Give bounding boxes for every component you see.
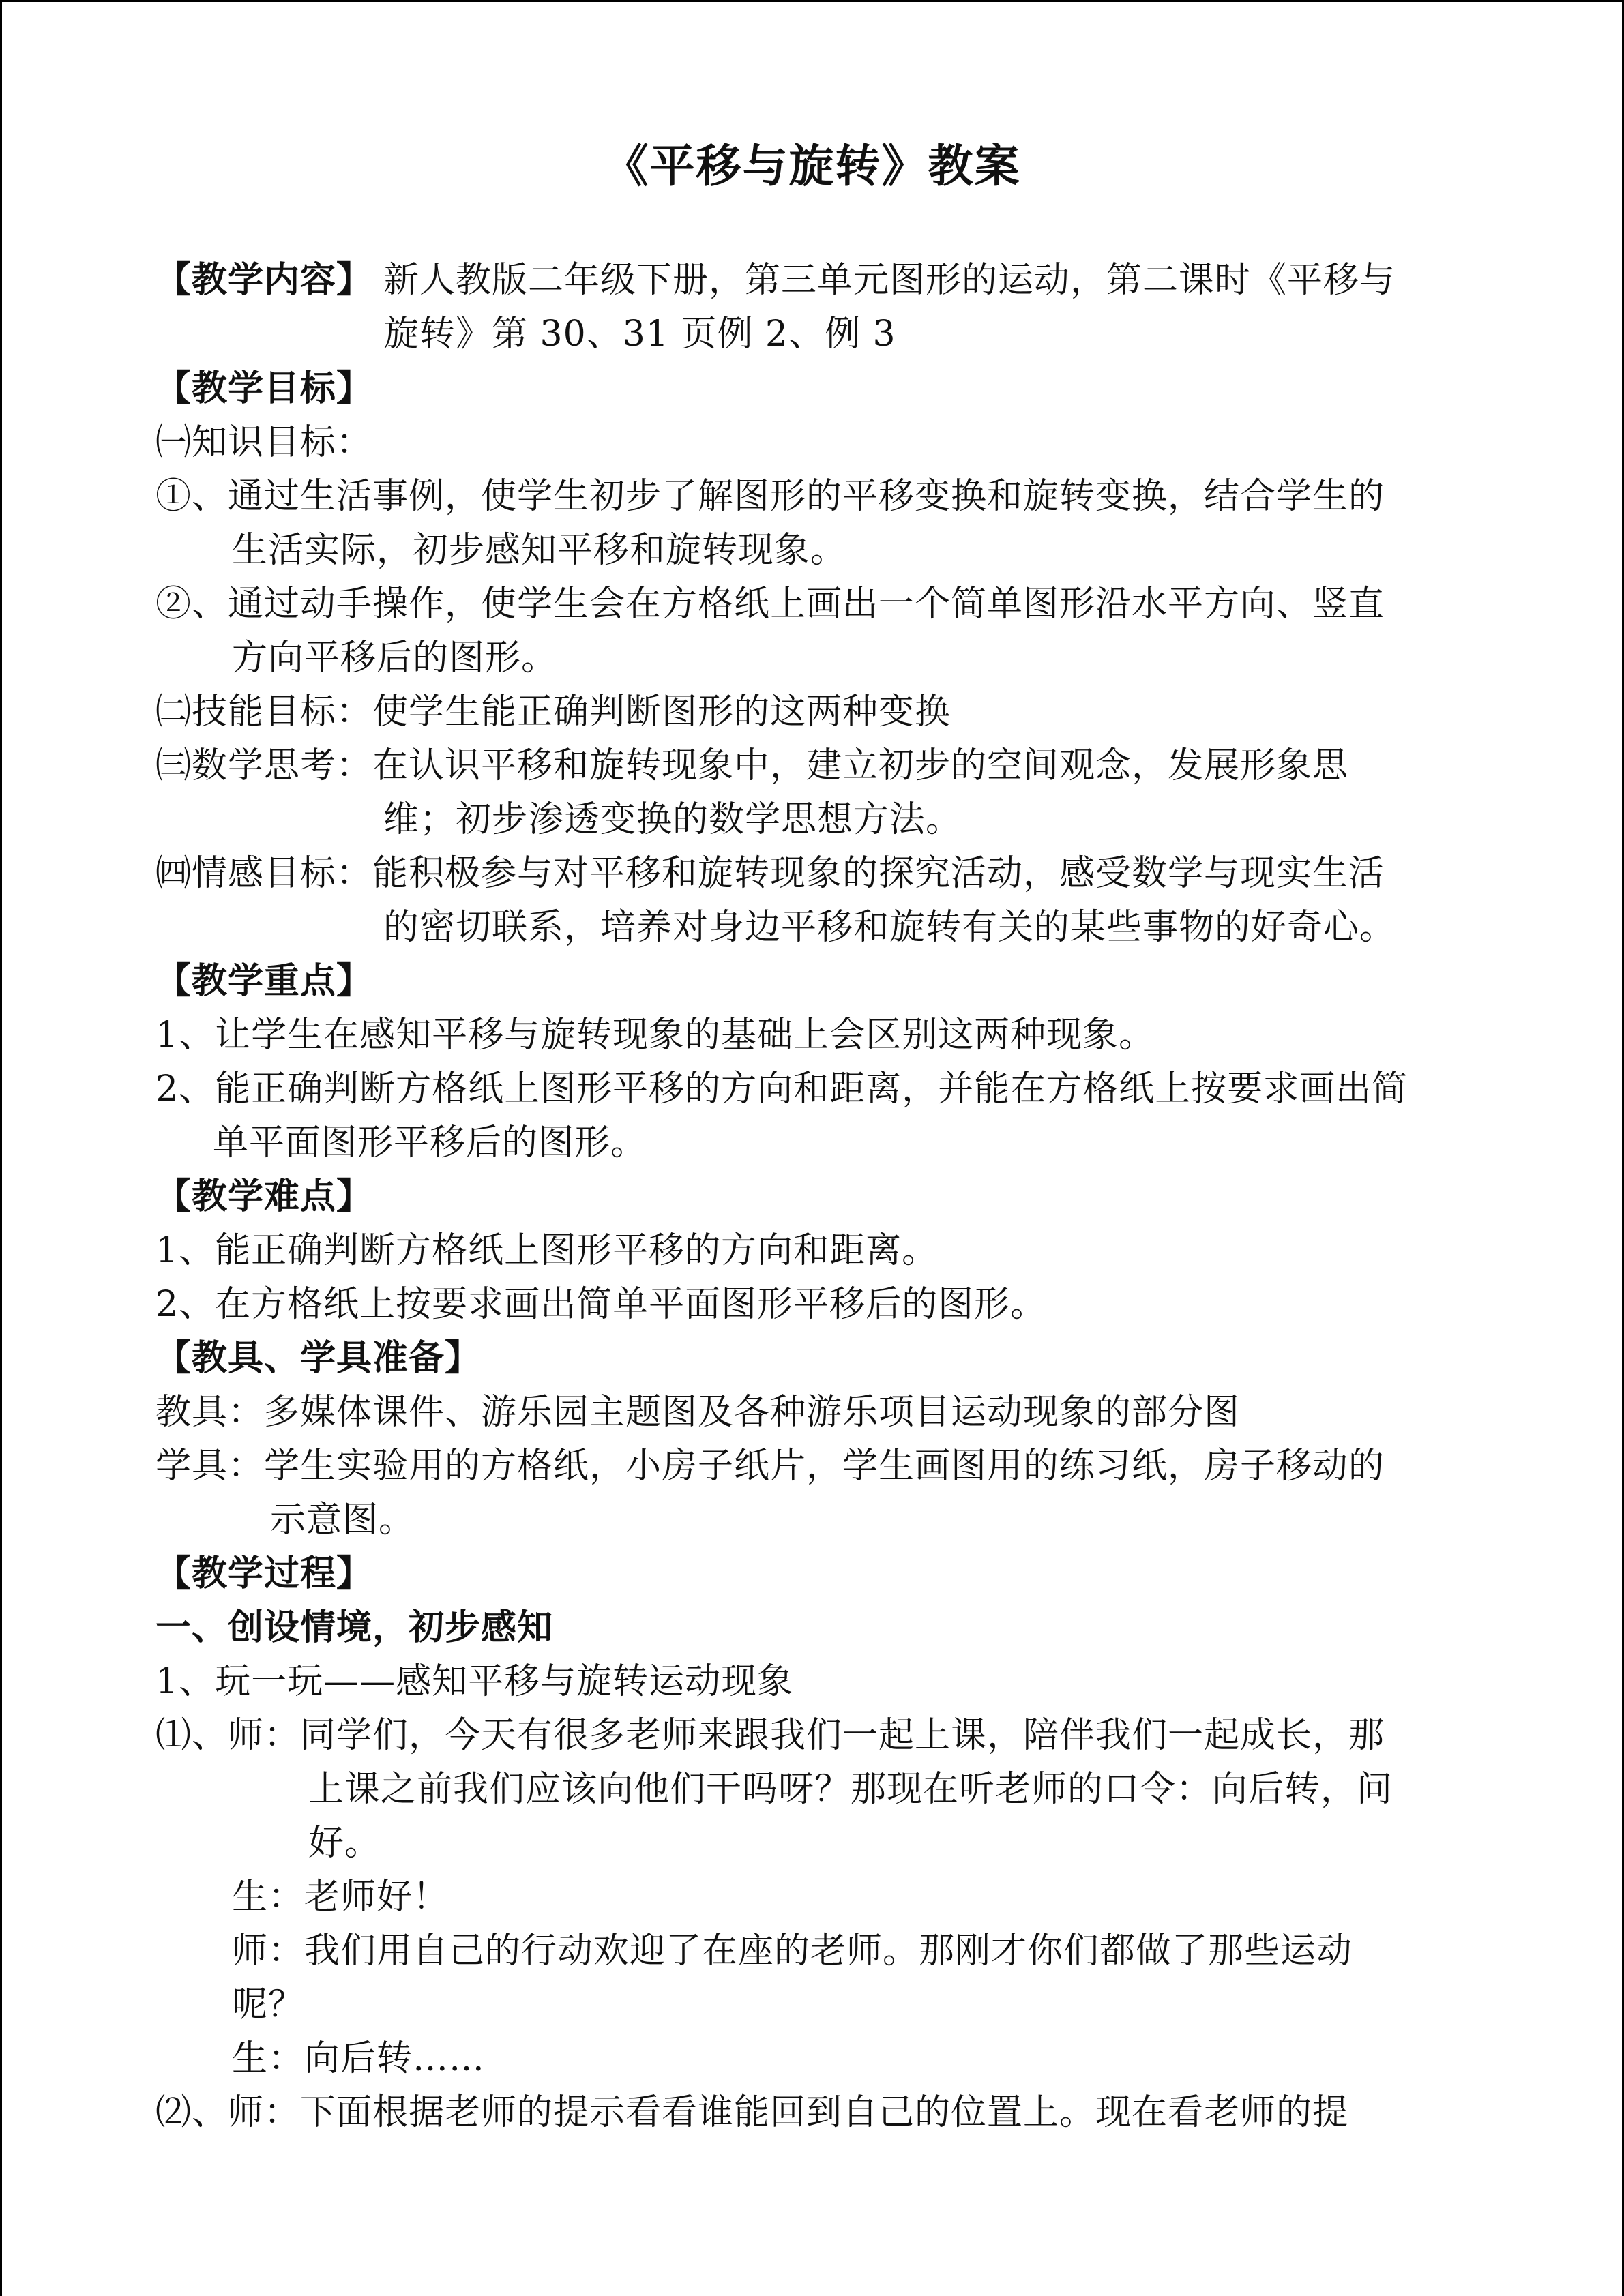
emotion-goal-line1: ㈣情感目标：能积极参与对平移和旋转现象的探究活动，感受数学与现实生活	[156, 853, 1385, 894]
math-thinking-goal-line2: 维；初步渗透变换的数学思想方法。	[383, 799, 962, 840]
goals-heading: 【教学目标】	[156, 368, 373, 409]
dialog-student-3: 生：向后转……	[232, 2038, 486, 2079]
knowledge-goal-label: ㈠知识目标：	[156, 422, 373, 463]
difficulty-1: 1、能正确判断方格纸上图形平移的方向和距离。	[156, 1230, 939, 1271]
step-1a-line2: 上课之前我们应该向他们干吗呀？那现在听老师的口令：向后转，问	[308, 1769, 1393, 1810]
process-heading: 【教学过程】	[156, 1553, 373, 1594]
teacher-tools: 教具：多媒体课件、游乐园主题图及各种游乐项目运动现象的部分图	[156, 1392, 1241, 1433]
tools-heading: 【教具、学具准备】	[156, 1338, 482, 1379]
knowledge-goal-item2-line1: ②、通过动手操作，使学生会在方格纸上画出一个简单图形沿水平方向、竖直	[156, 584, 1385, 625]
keypoint-2-line1: 2、能正确判断方格纸上图形平移的方向和距离，并能在方格纸上按要求画出简	[156, 1069, 1408, 1109]
knowledge-goal-item1-line2: 生活实际，初步感知平移和旋转现象。	[232, 530, 847, 571]
dialog-teacher-2-line1: 师：我们用自己的行动欢迎了在座的老师。那刚才你们都做了那些运动	[232, 1930, 1353, 1971]
dialog-student-1: 生：老师好！	[232, 1877, 449, 1918]
step-1a-line1: ⑴、师：同学们，今天有很多老师来跟我们一起上课，陪伴我们一起成长，那	[156, 1715, 1385, 1756]
step-1-title: 1、玩一玩——感知平移与旋转运动现象	[156, 1661, 794, 1702]
keypoint-2-line2: 单平面图形平移后的图形。	[213, 1122, 647, 1163]
difficulties-heading: 【教学难点】	[156, 1176, 373, 1217]
content-text-line1: 新人教版二年级下册，第三单元图形的运动，第二课时《平移与	[383, 260, 1396, 301]
step-1a-line3: 好。	[308, 1823, 381, 1864]
math-thinking-goal-line1: ㈢数学思考：在认识平移和旋转现象中，建立初步的空间观念，发展形象思	[156, 745, 1349, 786]
emotion-goal-line2: 的密切联系，培养对身边平移和旋转有关的某些事物的好奇心。	[383, 907, 1396, 948]
skill-goal: ㈡技能目标：使学生能正确判断图形的这两种变换	[156, 691, 951, 732]
section-1-heading: 一、创设情境，初步感知	[156, 1607, 554, 1648]
keypoint-1: 1、让学生在感知平移与旋转现象的基础上会区别这两种现象。	[156, 1015, 1155, 1056]
knowledge-goal-item1-line1: ①、通过生活事例，使学生初步了解图形的平移变换和旋转变换，结合学生的	[156, 476, 1385, 517]
content-text-line2: 旋转》第 30、31 页例 2、例 3	[383, 314, 896, 355]
keypoints-heading: 【教学重点】	[156, 961, 373, 1002]
student-tools-line2: 示意图。	[270, 1500, 415, 1540]
student-tools-line1: 学具：学生实验用的方格纸，小房子纸片，学生画图用的练习纸，房子移动的	[156, 1446, 1385, 1487]
knowledge-goal-item2-line2: 方向平移后的图形。	[232, 638, 558, 679]
document-title: 《平移与旋转》教案	[603, 140, 1021, 192]
content-label: 【教学内容】	[156, 260, 373, 301]
step-1b-line1: ⑵、师：下面根据老师的提示看看谁能回到自己的位置上。现在看老师的提	[156, 2092, 1349, 2133]
difficulty-2: 2、在方格纸上按要求画出简单平面图形平移后的图形。	[156, 1284, 1047, 1325]
dialog-teacher-2-line2: 呢？	[232, 1984, 305, 2025]
